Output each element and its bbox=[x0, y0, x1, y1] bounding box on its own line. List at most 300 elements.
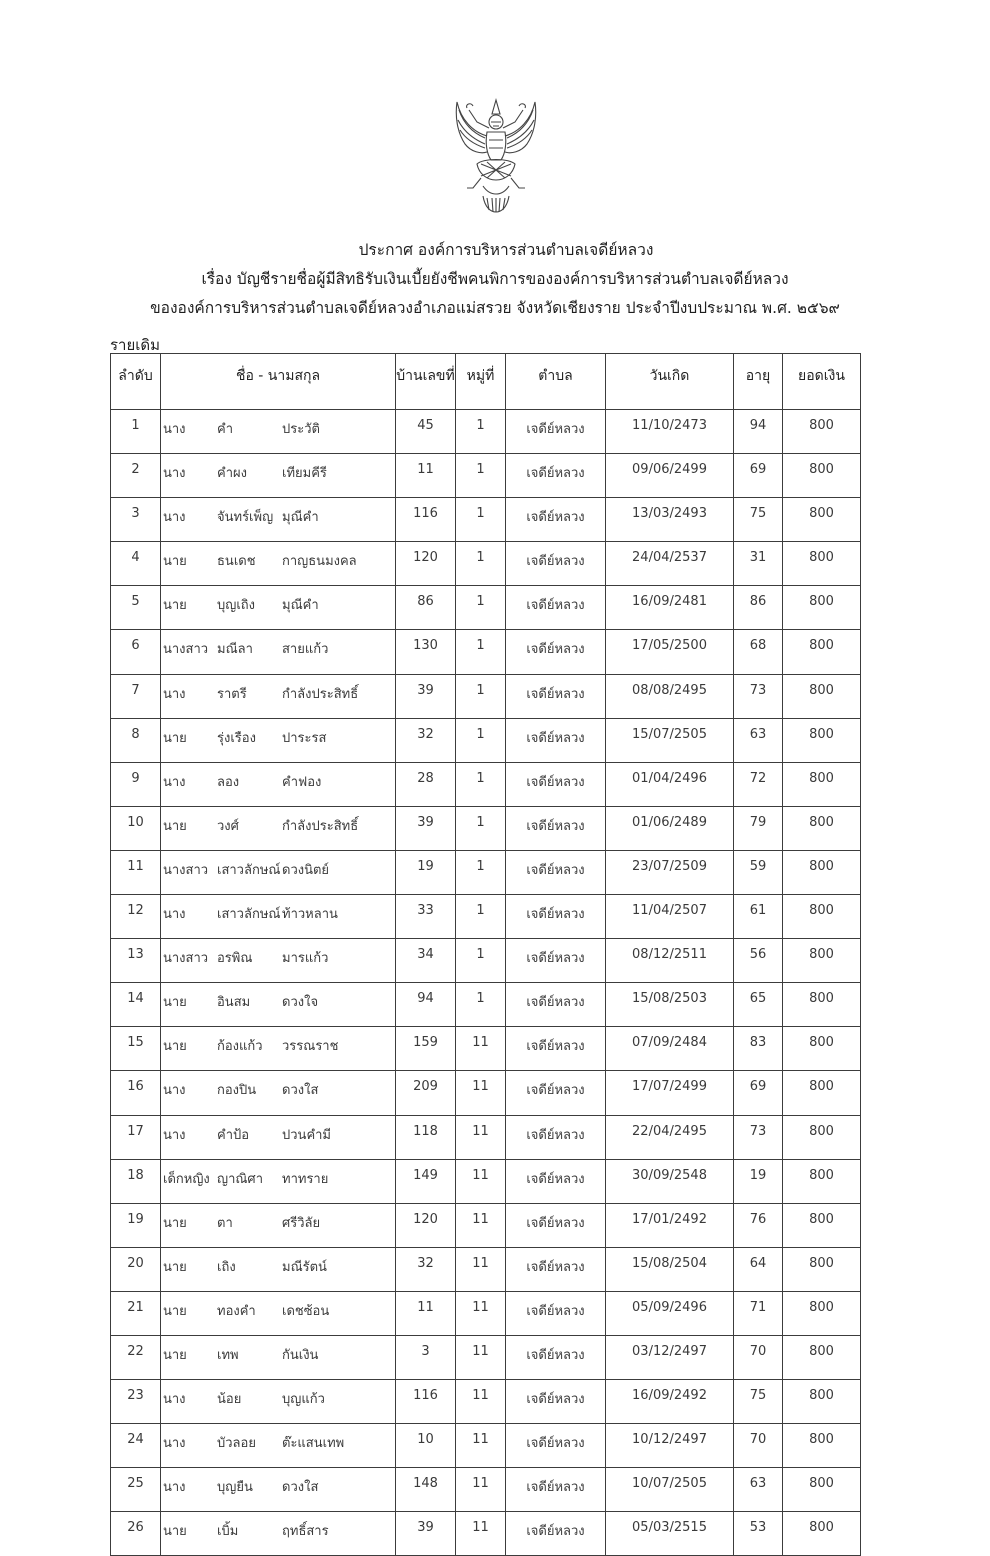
cell-moo: 1 bbox=[456, 939, 506, 983]
cell-house-no: 116 bbox=[396, 1380, 456, 1424]
cell-moo: 11 bbox=[456, 1335, 506, 1379]
cell-no: 9 bbox=[111, 762, 161, 806]
table-row bbox=[111, 1380, 861, 1424]
cell-name bbox=[161, 1203, 396, 1247]
table-row bbox=[111, 542, 861, 586]
table-row bbox=[111, 850, 861, 894]
cell-tambon: เจดีย์หลวง bbox=[506, 410, 606, 454]
cell-no: 21 bbox=[111, 1291, 161, 1335]
cell-dob: 23/07/2509 bbox=[606, 850, 734, 894]
cell-moo: 1 bbox=[456, 630, 506, 674]
last-name: เทียมคีรี bbox=[282, 466, 327, 482]
name-title: นาย bbox=[163, 1259, 187, 1275]
cell-name bbox=[161, 895, 396, 939]
cell-moo: 11 bbox=[456, 1115, 506, 1159]
cell-age: 75 bbox=[734, 498, 783, 542]
cell-tambon: เจดีย์หลวง bbox=[506, 454, 606, 498]
cell-no: 1 bbox=[111, 410, 161, 454]
cell-age: 63 bbox=[734, 718, 783, 762]
cell-age: 86 bbox=[734, 586, 783, 630]
cell-moo: 1 bbox=[456, 498, 506, 542]
cell-moo: 11 bbox=[456, 1203, 506, 1247]
cell-no: 18 bbox=[111, 1159, 161, 1203]
cell-amount: 800 bbox=[783, 410, 861, 454]
cell-moo: 11 bbox=[456, 1291, 506, 1335]
cell-no: 6 bbox=[111, 630, 161, 674]
name-title: นาย bbox=[163, 818, 187, 834]
cell-amount: 800 bbox=[783, 718, 861, 762]
cell-tambon: เจดีย์หลวง bbox=[506, 1335, 606, 1379]
cell-name bbox=[161, 674, 396, 718]
cell-house-no: 118 bbox=[396, 1115, 456, 1159]
cell-tambon: เจดีย์หลวง bbox=[506, 674, 606, 718]
announcement-title: ประกาศ องค์การบริหารส่วนตำบลเจดีย์หลวง bbox=[358, 241, 654, 259]
cell-tambon: เจดีย์หลวง bbox=[506, 1468, 606, 1512]
table-row bbox=[111, 1291, 861, 1335]
cell-tambon: เจดีย์หลวง bbox=[506, 1512, 606, 1556]
cell-age: 65 bbox=[734, 983, 783, 1027]
table-row bbox=[111, 1071, 861, 1115]
cell-age: 19 bbox=[734, 1159, 783, 1203]
table-row bbox=[111, 454, 861, 498]
cell-amount: 800 bbox=[783, 1468, 861, 1512]
col-header-name: ชื่อ - นามสกุล bbox=[161, 354, 396, 410]
cell-age: 75 bbox=[734, 1380, 783, 1424]
cell-no: 22 bbox=[111, 1335, 161, 1379]
cell-house-no: 86 bbox=[396, 586, 456, 630]
cell-amount: 800 bbox=[783, 1115, 861, 1159]
name-title: เด็กหญิง bbox=[163, 1171, 210, 1187]
last-name: ดวงนิตย์ bbox=[282, 862, 330, 878]
announcement-scope: ขององค์การบริหารส่วนตำบลเจดีย์หลวงอำเภอแม่สรวย จังหวัดเชียงราย ประจำปีงบประมาณ พ.ศ. ๒๕๖๙ bbox=[150, 299, 840, 317]
cell-dob: 10/07/2505 bbox=[606, 1468, 734, 1512]
cell-name bbox=[161, 498, 396, 542]
cell-name bbox=[161, 1115, 396, 1159]
cell-tambon: เจดีย์หลวง bbox=[506, 586, 606, 630]
name-title: นาง bbox=[163, 1127, 186, 1143]
name-title: นาง bbox=[163, 1436, 186, 1452]
last-name: ดวงใส bbox=[282, 1480, 319, 1496]
cell-no: 2 bbox=[111, 454, 161, 498]
cell-tambon: เจดีย์หลวง bbox=[506, 1027, 606, 1071]
first-name: จันทร์เพ็ญ bbox=[217, 510, 274, 526]
cell-amount: 800 bbox=[783, 454, 861, 498]
cell-amount: 800 bbox=[783, 1159, 861, 1203]
cell-name bbox=[161, 410, 396, 454]
cell-no: 25 bbox=[111, 1468, 161, 1512]
table-row bbox=[111, 1159, 861, 1203]
last-name: กำลังประสิทธิ์ bbox=[282, 818, 359, 834]
cell-no: 17 bbox=[111, 1115, 161, 1159]
cell-no: 10 bbox=[111, 806, 161, 850]
cell-moo: 1 bbox=[456, 762, 506, 806]
name-title: นาย bbox=[163, 554, 187, 570]
cell-tambon: เจดีย์หลวง bbox=[506, 498, 606, 542]
cell-dob: 16/09/2492 bbox=[606, 1380, 734, 1424]
cell-dob: 13/03/2493 bbox=[606, 498, 734, 542]
cell-house-no: 39 bbox=[396, 806, 456, 850]
cell-house-no: 28 bbox=[396, 762, 456, 806]
cell-name bbox=[161, 983, 396, 1027]
cell-moo: 1 bbox=[456, 895, 506, 939]
first-name: มณีลา bbox=[217, 642, 253, 658]
cell-tambon: เจดีย์หลวง bbox=[506, 1291, 606, 1335]
cell-age: 72 bbox=[734, 762, 783, 806]
cell-age: 76 bbox=[734, 1203, 783, 1247]
cell-house-no: 130 bbox=[396, 630, 456, 674]
cell-moo: 1 bbox=[456, 806, 506, 850]
cell-dob: 03/12/2497 bbox=[606, 1335, 734, 1379]
cell-amount: 800 bbox=[783, 1203, 861, 1247]
cell-dob: 01/04/2496 bbox=[606, 762, 734, 806]
cell-no: 11 bbox=[111, 850, 161, 894]
first-name: น้อย bbox=[217, 1392, 242, 1408]
last-name: ต๊ะแสนเทพ bbox=[282, 1436, 345, 1452]
cell-dob: 08/08/2495 bbox=[606, 674, 734, 718]
first-name: คำป้อ bbox=[217, 1127, 250, 1143]
cell-moo: 11 bbox=[456, 1071, 506, 1115]
cell-tambon: เจดีย์หลวง bbox=[506, 1380, 606, 1424]
cell-tambon: เจดีย์หลวง bbox=[506, 895, 606, 939]
cell-age: 69 bbox=[734, 454, 783, 498]
cell-tambon: เจดีย์หลวง bbox=[506, 1159, 606, 1203]
first-name: บัวลอย bbox=[217, 1436, 256, 1452]
cell-tambon: เจดีย์หลวง bbox=[506, 983, 606, 1027]
cell-amount: 800 bbox=[783, 586, 861, 630]
cell-no: 26 bbox=[111, 1512, 161, 1556]
last-name: ดวงใจ bbox=[282, 995, 319, 1011]
cell-no: 19 bbox=[111, 1203, 161, 1247]
cell-moo: 1 bbox=[456, 454, 506, 498]
table-row bbox=[111, 1335, 861, 1379]
name-title: นาย bbox=[163, 1215, 187, 1231]
cell-name bbox=[161, 1027, 396, 1071]
cell-moo: 11 bbox=[456, 1159, 506, 1203]
cell-dob: 24/04/2537 bbox=[606, 542, 734, 586]
col-header-age: อายุ bbox=[734, 354, 783, 410]
cell-age: 70 bbox=[734, 1424, 783, 1468]
first-name: ทองคำ bbox=[217, 1303, 256, 1319]
cell-name bbox=[161, 454, 396, 498]
cell-name bbox=[161, 850, 396, 894]
name-title: นาง bbox=[163, 510, 186, 526]
cell-no: 20 bbox=[111, 1247, 161, 1291]
last-name: ดวงใส bbox=[282, 1083, 319, 1099]
cell-age: 64 bbox=[734, 1247, 783, 1291]
last-name: บุญแก้ว bbox=[282, 1392, 325, 1408]
cell-amount: 800 bbox=[783, 939, 861, 983]
cell-dob: 22/04/2495 bbox=[606, 1115, 734, 1159]
name-title: นาง bbox=[163, 466, 186, 482]
cell-dob: 05/03/2515 bbox=[606, 1512, 734, 1556]
last-name: ศรีวิลัย bbox=[282, 1215, 321, 1231]
announcement-subject: เรื่อง บัญชีรายชื่อผู้มีสิทธิรับเงินเบี้ยยังชีพคนพิการขององค์การบริหารส่วนตำบลเจดีย์หลวง bbox=[201, 270, 789, 288]
table-row bbox=[111, 1468, 861, 1512]
cell-amount: 800 bbox=[783, 762, 861, 806]
cell-no: 23 bbox=[111, 1380, 161, 1424]
cell-tambon: เจดีย์หลวง bbox=[506, 1071, 606, 1115]
cell-tambon: เจดีย์หลวง bbox=[506, 1203, 606, 1247]
first-name: อินสม bbox=[217, 995, 251, 1011]
cell-age: 68 bbox=[734, 630, 783, 674]
name-title: นาย bbox=[163, 1524, 187, 1540]
cell-age: 83 bbox=[734, 1027, 783, 1071]
first-name: ราตรี bbox=[217, 686, 247, 702]
name-title: นาง bbox=[163, 1083, 186, 1099]
first-name: ญาณิศา bbox=[217, 1171, 263, 1187]
name-title: นางสาว bbox=[163, 862, 209, 878]
first-name: คำ bbox=[217, 422, 233, 437]
cell-dob: 08/12/2511 bbox=[606, 939, 734, 983]
cell-house-no: 209 bbox=[396, 1071, 456, 1115]
cell-name bbox=[161, 718, 396, 762]
first-name: เถิง bbox=[217, 1259, 236, 1275]
last-name: มณีรัตน์ bbox=[282, 1259, 327, 1275]
col-header-no: ลำดับ bbox=[111, 354, 161, 410]
last-name: ฤทธิ์สาร bbox=[282, 1524, 329, 1540]
cell-amount: 800 bbox=[783, 1071, 861, 1115]
table-row bbox=[111, 498, 861, 542]
cell-tambon: เจดีย์หลวง bbox=[506, 762, 606, 806]
name-title: นาย bbox=[163, 1347, 187, 1363]
announcement-header bbox=[0, 236, 990, 323]
table-header-row bbox=[111, 354, 861, 410]
cell-dob: 01/06/2489 bbox=[606, 806, 734, 850]
cell-moo: 11 bbox=[456, 1512, 506, 1556]
cell-tambon: เจดีย์หลวง bbox=[506, 718, 606, 762]
col-header-house-no: บ้านเลขที่ bbox=[396, 354, 456, 410]
cell-house-no: 159 bbox=[396, 1027, 456, 1071]
cell-age: 63 bbox=[734, 1468, 783, 1512]
cell-amount: 800 bbox=[783, 1335, 861, 1379]
cell-amount: 800 bbox=[783, 1380, 861, 1424]
table-row bbox=[111, 718, 861, 762]
name-title: นาย bbox=[163, 995, 187, 1011]
cell-amount: 800 bbox=[783, 806, 861, 850]
cell-moo: 1 bbox=[456, 674, 506, 718]
last-name: สายแก้ว bbox=[282, 642, 329, 658]
cell-dob: 17/05/2500 bbox=[606, 630, 734, 674]
cell-dob: 10/12/2497 bbox=[606, 1424, 734, 1468]
name-title: นาง bbox=[163, 686, 186, 702]
cell-amount: 800 bbox=[783, 630, 861, 674]
cell-amount: 800 bbox=[783, 850, 861, 894]
last-name: คำฟอง bbox=[282, 774, 322, 790]
cell-tambon: เจดีย์หลวง bbox=[506, 542, 606, 586]
last-name: กำลังประสิทธิ์ bbox=[282, 686, 359, 702]
cell-dob: 17/07/2499 bbox=[606, 1071, 734, 1115]
cell-age: 59 bbox=[734, 850, 783, 894]
name-title: นาง bbox=[163, 422, 186, 437]
first-name: เสาวลักษณ์ bbox=[217, 862, 281, 878]
cell-age: 70 bbox=[734, 1335, 783, 1379]
cell-name bbox=[161, 1335, 396, 1379]
cell-no: 5 bbox=[111, 586, 161, 630]
name-title: นางสาว bbox=[163, 642, 209, 658]
cell-no: 8 bbox=[111, 718, 161, 762]
name-title: นาง bbox=[163, 1480, 186, 1496]
cell-name bbox=[161, 1071, 396, 1115]
cell-house-no: 39 bbox=[396, 674, 456, 718]
table-row bbox=[111, 983, 861, 1027]
cell-no: 12 bbox=[111, 895, 161, 939]
cell-tambon: เจดีย์หลวง bbox=[506, 806, 606, 850]
cell-age: 71 bbox=[734, 1291, 783, 1335]
cell-name bbox=[161, 1424, 396, 1468]
cell-age: 73 bbox=[734, 674, 783, 718]
cell-moo: 11 bbox=[456, 1468, 506, 1512]
col-header-moo: หมู่ที่ bbox=[456, 354, 506, 410]
name-title: นาง bbox=[163, 1392, 186, 1408]
cell-moo: 1 bbox=[456, 586, 506, 630]
first-name: อรพิณ bbox=[217, 951, 253, 967]
first-name: ลอง bbox=[217, 774, 240, 790]
table-row bbox=[111, 762, 861, 806]
cell-name bbox=[161, 542, 396, 586]
garuda-emblem-icon bbox=[447, 92, 545, 222]
cell-house-no: 39 bbox=[396, 1512, 456, 1556]
name-title: นาย bbox=[163, 1303, 187, 1319]
first-name: ตา bbox=[217, 1215, 233, 1231]
first-name: วงศ์ bbox=[217, 818, 239, 834]
first-name: เทพ bbox=[217, 1347, 239, 1363]
cell-house-no: 10 bbox=[396, 1424, 456, 1468]
cell-name bbox=[161, 1291, 396, 1335]
cell-tambon: เจดีย์หลวง bbox=[506, 1424, 606, 1468]
cell-tambon: เจดีย์หลวง bbox=[506, 1115, 606, 1159]
cell-moo: 1 bbox=[456, 718, 506, 762]
cell-moo: 11 bbox=[456, 1027, 506, 1071]
cell-amount: 800 bbox=[783, 983, 861, 1027]
cell-amount: 800 bbox=[783, 674, 861, 718]
table-body bbox=[111, 410, 861, 1556]
cell-no: 3 bbox=[111, 498, 161, 542]
col-header-dob: วันเกิด bbox=[606, 354, 734, 410]
cell-dob: 11/04/2507 bbox=[606, 895, 734, 939]
cell-house-no: 120 bbox=[396, 542, 456, 586]
cell-age: 31 bbox=[734, 542, 783, 586]
last-name: ปวนคำมี bbox=[282, 1127, 332, 1143]
table-row bbox=[111, 630, 861, 674]
cell-name bbox=[161, 806, 396, 850]
cell-no: 16 bbox=[111, 1071, 161, 1115]
cell-dob: 17/01/2492 bbox=[606, 1203, 734, 1247]
cell-amount: 800 bbox=[783, 542, 861, 586]
cell-no: 13 bbox=[111, 939, 161, 983]
cell-name bbox=[161, 630, 396, 674]
last-name: วรรณราช bbox=[282, 1039, 339, 1055]
table-row bbox=[111, 1115, 861, 1159]
cell-no: 4 bbox=[111, 542, 161, 586]
cell-house-no: 94 bbox=[396, 983, 456, 1027]
table-row bbox=[111, 1203, 861, 1247]
first-name: เสาวลักษณ์ bbox=[217, 907, 281, 923]
section-label: รายเดิม bbox=[110, 336, 161, 354]
cell-dob: 09/06/2499 bbox=[606, 454, 734, 498]
name-title: นาง bbox=[163, 774, 186, 790]
cell-tambon: เจดีย์หลวง bbox=[506, 939, 606, 983]
first-name: คำผง bbox=[217, 466, 247, 482]
table-row bbox=[111, 806, 861, 850]
cell-amount: 800 bbox=[783, 1247, 861, 1291]
name-title: นางสาว bbox=[163, 951, 209, 967]
last-name: มารแก้ว bbox=[282, 951, 329, 967]
first-name: บุญยืน bbox=[217, 1480, 253, 1496]
last-name: ท้าวหลาน bbox=[282, 907, 338, 923]
cell-house-no: 32 bbox=[396, 718, 456, 762]
cell-tambon: เจดีย์หลวง bbox=[506, 850, 606, 894]
name-title: นาย bbox=[163, 730, 187, 746]
name-title: นาย bbox=[163, 1039, 187, 1055]
cell-name bbox=[161, 1468, 396, 1512]
table-row bbox=[111, 939, 861, 983]
cell-age: 69 bbox=[734, 1071, 783, 1115]
cell-house-no: 19 bbox=[396, 850, 456, 894]
cell-dob: 15/08/2503 bbox=[606, 983, 734, 1027]
cell-house-no: 11 bbox=[396, 454, 456, 498]
cell-house-no: 3 bbox=[396, 1335, 456, 1379]
table-row bbox=[111, 1027, 861, 1071]
first-name: เบิ้ม bbox=[217, 1524, 239, 1540]
cell-dob: 15/08/2504 bbox=[606, 1247, 734, 1291]
last-name: มุณีคำ bbox=[282, 510, 319, 526]
cell-moo: 1 bbox=[456, 850, 506, 894]
cell-dob: 07/09/2484 bbox=[606, 1027, 734, 1071]
cell-amount: 800 bbox=[783, 1424, 861, 1468]
cell-tambon: เจดีย์หลวง bbox=[506, 630, 606, 674]
name-title: นาย bbox=[163, 598, 187, 614]
cell-house-no: 149 bbox=[396, 1159, 456, 1203]
cell-house-no: 148 bbox=[396, 1468, 456, 1512]
table-row bbox=[111, 895, 861, 939]
table-row bbox=[111, 1512, 861, 1556]
cell-house-no: 34 bbox=[396, 939, 456, 983]
cell-age: 61 bbox=[734, 895, 783, 939]
cell-house-no: 33 bbox=[396, 895, 456, 939]
cell-age: 79 bbox=[734, 806, 783, 850]
table-row bbox=[111, 1247, 861, 1291]
cell-age: 94 bbox=[734, 410, 783, 454]
table-row bbox=[111, 674, 861, 718]
cell-tambon: เจดีย์หลวง bbox=[506, 1247, 606, 1291]
cell-house-no: 45 bbox=[396, 410, 456, 454]
cell-moo: 1 bbox=[456, 983, 506, 1027]
first-name: รุ่งเรือง bbox=[217, 730, 256, 746]
cell-amount: 800 bbox=[783, 1512, 861, 1556]
cell-house-no: 116 bbox=[396, 498, 456, 542]
cell-name bbox=[161, 586, 396, 630]
cell-age: 53 bbox=[734, 1512, 783, 1556]
cell-no: 24 bbox=[111, 1424, 161, 1468]
col-header-tambon: ตำบล bbox=[506, 354, 606, 410]
name-title: นาง bbox=[163, 907, 186, 923]
cell-house-no: 11 bbox=[396, 1291, 456, 1335]
cell-name bbox=[161, 1380, 396, 1424]
cell-name bbox=[161, 1247, 396, 1291]
cell-house-no: 120 bbox=[396, 1203, 456, 1247]
last-name: กาญธนมงคล bbox=[282, 554, 357, 570]
last-name: มุณีคำ bbox=[282, 598, 319, 614]
cell-moo: 1 bbox=[456, 542, 506, 586]
cell-moo: 11 bbox=[456, 1424, 506, 1468]
table-row bbox=[111, 586, 861, 630]
cell-amount: 800 bbox=[783, 895, 861, 939]
col-header-amount: ยอดเงิน bbox=[783, 354, 861, 410]
last-name: กันเงิน bbox=[282, 1347, 319, 1363]
last-name: ทาทราย bbox=[282, 1171, 329, 1187]
beneficiary-table bbox=[110, 353, 861, 1556]
first-name: ธนเดช bbox=[217, 554, 256, 570]
